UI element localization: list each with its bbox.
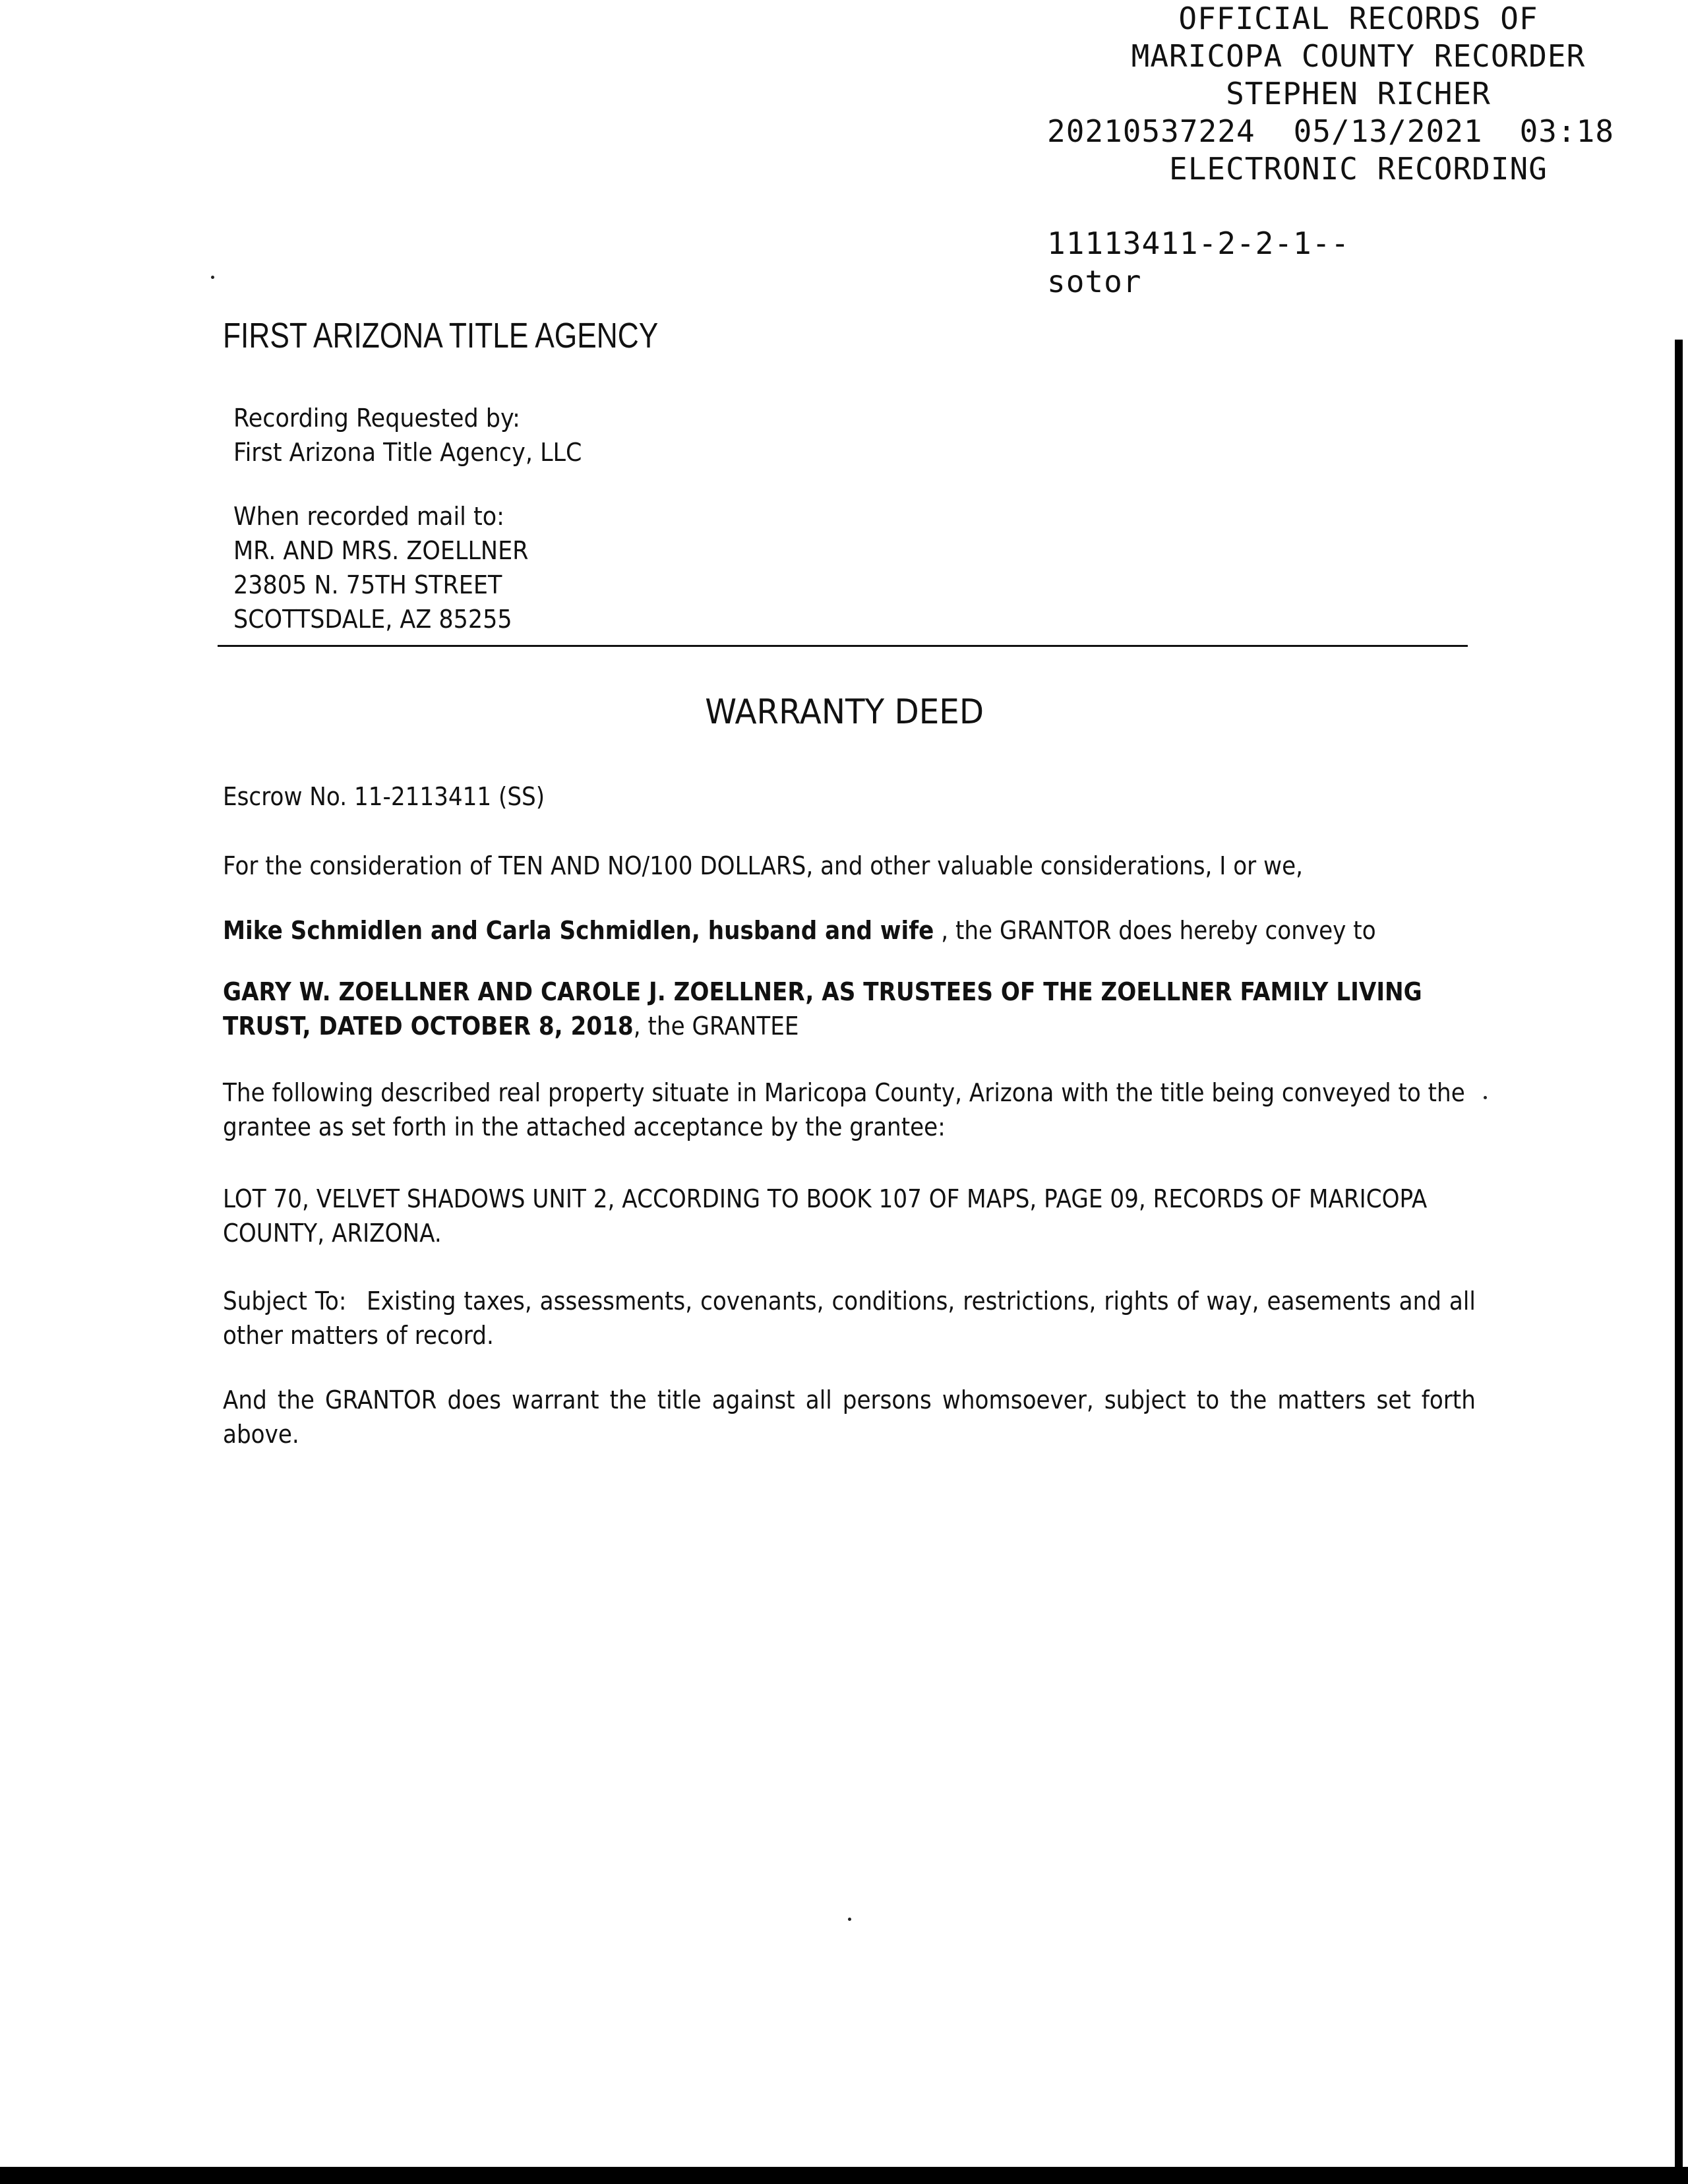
escrow-number: Escrow No. 11-2113411 (SS) [223,782,545,811]
record-number: 20210537224 [1047,113,1255,149]
mail-to-name: MR. AND MRS. ZOELLNER [233,536,529,565]
mail-to-street: 23805 N. 75TH STREET [233,570,502,599]
stamp-line-official-records: OFFICIAL RECORDS OF [1178,1,1538,36]
scan-speck [1484,1096,1487,1099]
agency-logo: FIRST ARIZONA TITLE AGENCY [223,316,659,355]
scan-speck [848,1918,851,1921]
subject-to-text: Existing taxes, assessments, covenants, conditions, restrictions, rights of way, easements and all other matters of record. [223,1287,1476,1350]
recording-requested-label: Recording Requested by: [233,404,520,433]
grantor-names: Mike Schmidlen and Carla Schmidlen, husband and wife [223,916,934,945]
consideration-paragraph: For the consideration of TEN AND NO/100 DOLLARS, and other valuable considerations, I or we, [223,851,1303,880]
document-title: WARRANTY DEED [705,692,984,732]
scan-border-bottom [0,2167,1688,2184]
subject-to-label: Subject To: [223,1287,347,1316]
scan-border-right [1675,340,1683,2184]
stamp-user: sotor [1047,264,1142,299]
grantee-text: , the GRANTEE [633,1012,799,1041]
stamp-code: 11113411-2-2-1-- [1047,226,1350,261]
header-divider [218,645,1468,647]
grantor-paragraph [223,913,1476,948]
stamp-code-block [1047,224,1350,301]
recorder-stamp [1029,0,1688,188]
grantee-paragraph [223,975,1476,1043]
warranty-paragraph: And the GRANTOR does warrant the title against all persons whomsoever, subject to the matters set forth above. [223,1385,1476,1449]
grantee-names: GARY W. ZOELLNER AND CAROLE J. ZOELLNER, AS TRUSTEES OF THE ZOELLNER FAMILY LIVING TRUST, DATED OCTOBER 8, 2018 [223,977,1422,1041]
record-date: 05/13/2021 [1293,113,1483,149]
scan-speck [211,276,214,279]
grantor-text: , the GRANTOR does hereby convey to [941,916,1376,945]
recording-requested-value: First Arizona Title Agency, LLC [233,438,582,467]
stamp-line-county-recorder: MARICOPA COUNTY RECORDER [1131,38,1586,74]
mail-to-label: When recorded mail to: [233,502,504,531]
stamp-line-record-info [1029,113,1688,150]
mail-to-city: SCOTTSDALE, AZ 85255 [233,605,512,634]
legal-description: LOT 70, VELVET SHADOWS UNIT 2, ACCORDING TO BOOK 107 OF MAPS, PAGE 09, RECORDS OF MARICOPA COUNTY, ARIZONA. [223,1184,1428,1248]
mail-to-block [233,499,528,636]
record-time: 03:18 [1519,113,1615,149]
stamp-line-electronic-recording: ELECTRONIC RECORDING [1169,151,1548,187]
subject-to-paragraph [223,1284,1476,1352]
recording-requested-block [233,401,582,470]
property-intro-paragraph: The following described real property situate in Maricopa County, Arizona with the title being conveyed to the grantee as set forth in the attached acceptance by the grantee: [223,1078,1465,1141]
stamp-line-recorder-name: STEPHEN RICHER [1226,76,1491,111]
